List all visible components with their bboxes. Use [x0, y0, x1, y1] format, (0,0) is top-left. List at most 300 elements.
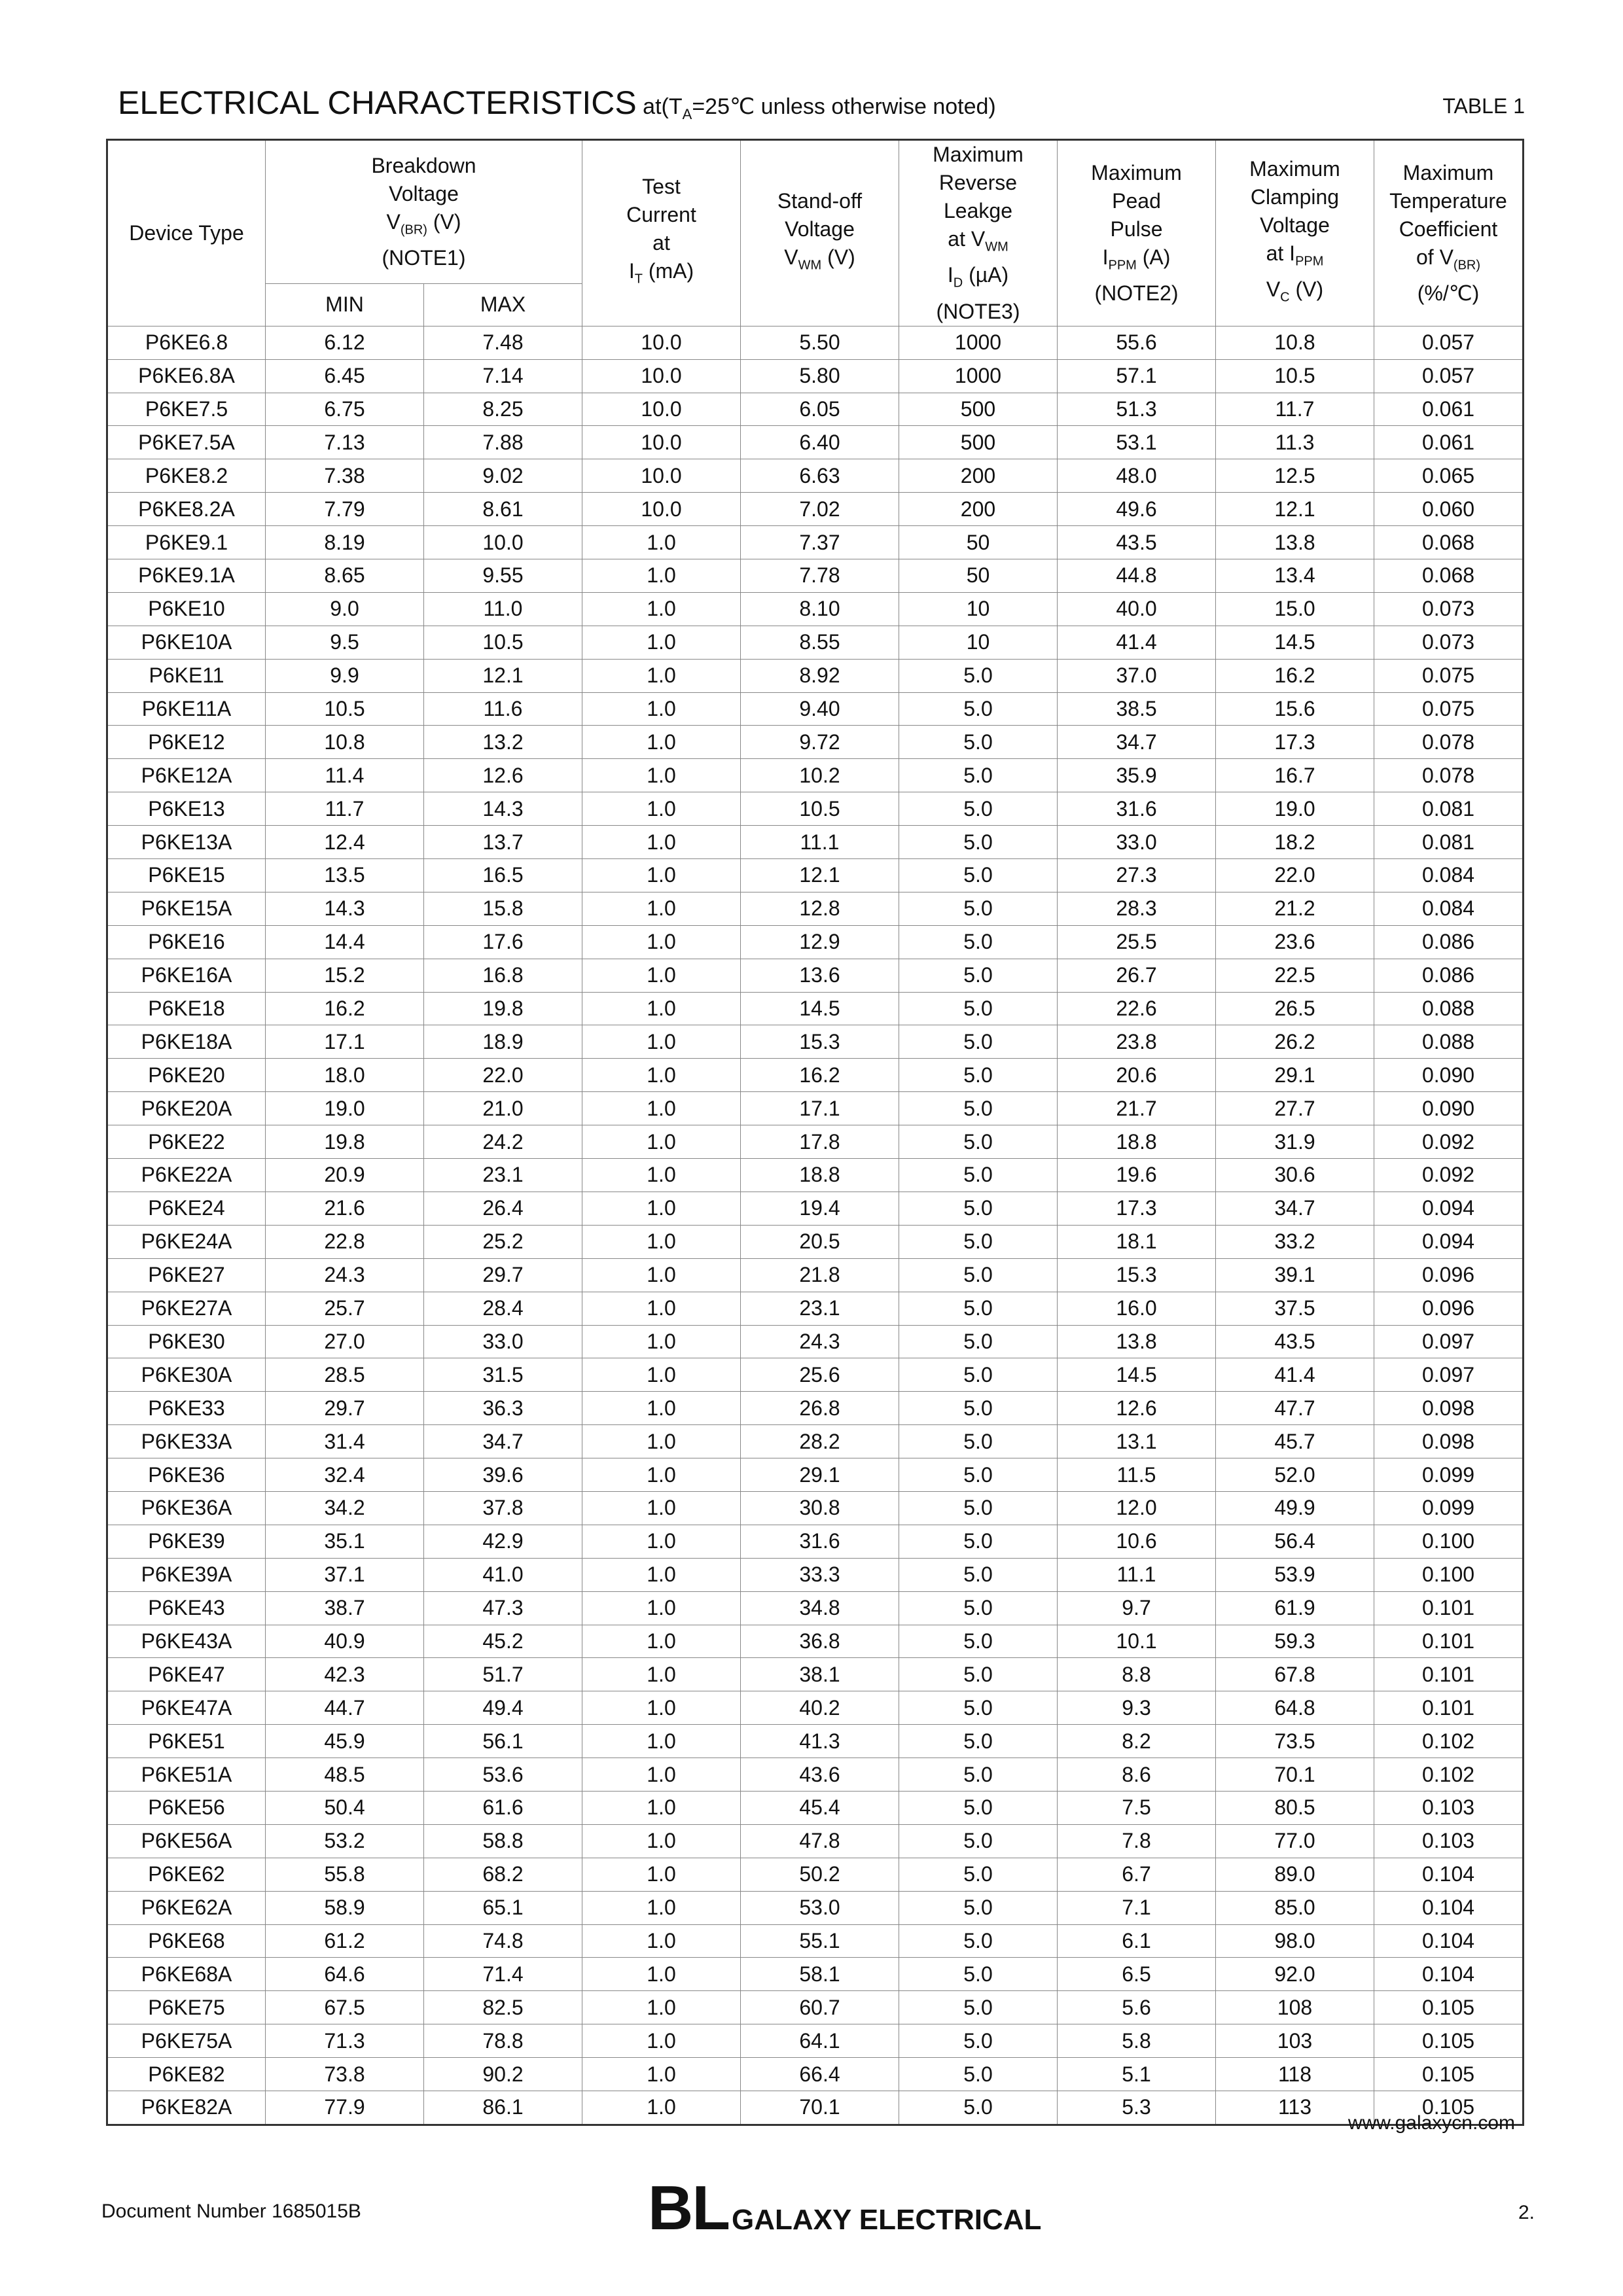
- cell-peak-pulse-current: 53.1: [1058, 426, 1216, 459]
- table-row: [107, 759, 1524, 792]
- company-logo: [648, 2172, 1041, 2244]
- cell-min-voltage: 9.5: [266, 626, 424, 659]
- cell-standoff-voltage: 19.4: [741, 1192, 899, 1225]
- cell-clamping-voltage: 14.5: [1216, 626, 1374, 659]
- cell-clamping-voltage: 26.5: [1216, 992, 1374, 1025]
- cell-reverse-leakage: 50: [899, 526, 1058, 559]
- cell-peak-pulse-current: 20.6: [1058, 1059, 1216, 1092]
- cell-max-voltage: 12.1: [424, 659, 582, 692]
- cell-max-voltage: 39.6: [424, 1458, 582, 1492]
- cell-device-type: P6KE18: [107, 992, 266, 1025]
- cell-test-current: 1.0: [582, 1425, 741, 1458]
- cell-temp-coefficient: 0.073: [1374, 626, 1524, 659]
- cell-max-voltage: 78.8: [424, 2024, 582, 2058]
- cell-temp-coefficient: 0.092: [1374, 1125, 1524, 1159]
- cell-standoff-voltage: 23.1: [741, 1292, 899, 1325]
- cell-device-type: P6KE43A: [107, 1625, 266, 1658]
- cell-test-current: 1.0: [582, 1725, 741, 1758]
- table-row: [107, 792, 1524, 826]
- cell-temp-coefficient: 0.078: [1374, 759, 1524, 792]
- cell-device-type: P6KE62: [107, 1858, 266, 1891]
- cell-clamping-voltage: 12.5: [1216, 459, 1374, 493]
- cell-standoff-voltage: 5.50: [741, 326, 899, 359]
- cell-device-type: P6KE39A: [107, 1558, 266, 1591]
- cell-reverse-leakage: 5.0: [899, 692, 1058, 726]
- cell-temp-coefficient: 0.078: [1374, 726, 1524, 759]
- table-row: [107, 1758, 1524, 1792]
- cell-clamping-voltage: 103: [1216, 2024, 1374, 2058]
- cell-temp-coefficient: 0.081: [1374, 826, 1524, 859]
- cell-peak-pulse-current: 44.8: [1058, 559, 1216, 593]
- cell-min-voltage: 8.65: [266, 559, 424, 593]
- cell-reverse-leakage: 5.0: [899, 659, 1058, 692]
- cell-temp-coefficient: 0.061: [1374, 393, 1524, 426]
- table-row: [107, 459, 1524, 493]
- cell-clamping-voltage: 73.5: [1216, 1725, 1374, 1758]
- cell-min-voltage: 8.19: [266, 526, 424, 559]
- cell-reverse-leakage: 50: [899, 559, 1058, 593]
- breakdown-label: Breakdown Voltage: [371, 153, 476, 205]
- cell-max-voltage: 26.4: [424, 1192, 582, 1225]
- cell-peak-pulse-current: 7.8: [1058, 1824, 1216, 1858]
- table-row: [107, 1658, 1524, 1691]
- cell-standoff-voltage: 38.1: [741, 1658, 899, 1691]
- cell-reverse-leakage: 5.0: [899, 2058, 1058, 2091]
- cell-reverse-leakage: 500: [899, 393, 1058, 426]
- cell-standoff-voltage: 16.2: [741, 1059, 899, 1092]
- cell-test-current: 1.0: [582, 1225, 741, 1258]
- cell-device-type: P6KE68A: [107, 1958, 266, 1991]
- cell-device-type: P6KE6.8A: [107, 359, 266, 393]
- cell-device-type: P6KE9.1A: [107, 559, 266, 593]
- table-row: [107, 1558, 1524, 1591]
- cell-test-current: 1.0: [582, 1525, 741, 1558]
- cell-device-type: P6KE12A: [107, 759, 266, 792]
- cell-temp-coefficient: 0.104: [1374, 1958, 1524, 1991]
- cell-test-current: 1.0: [582, 859, 741, 892]
- cell-peak-pulse-current: 37.0: [1058, 659, 1216, 692]
- cell-test-current: 1.0: [582, 1392, 741, 1425]
- cell-clamping-voltage: 47.7: [1216, 1392, 1374, 1425]
- cell-peak-pulse-current: 31.6: [1058, 792, 1216, 826]
- cell-device-type: P6KE7.5A: [107, 426, 266, 459]
- cell-reverse-leakage: 5.0: [899, 1791, 1058, 1824]
- cell-clamping-voltage: 30.6: [1216, 1159, 1374, 1192]
- cell-test-current: 1.0: [582, 992, 741, 1025]
- cell-temp-coefficient: 0.068: [1374, 559, 1524, 593]
- cell-clamping-voltage: 13.8: [1216, 526, 1374, 559]
- table-row: [107, 892, 1524, 925]
- table-row: [107, 426, 1524, 459]
- cell-min-voltage: 6.75: [266, 393, 424, 426]
- cell-max-voltage: 56.1: [424, 1725, 582, 1758]
- standoff-unit: (V): [821, 245, 855, 269]
- cell-reverse-leakage: 5.0: [899, 2091, 1058, 2125]
- cell-standoff-voltage: 40.2: [741, 1691, 899, 1725]
- cell-max-voltage: 7.88: [424, 426, 582, 459]
- cell-peak-pulse-current: 6.1: [1058, 1924, 1216, 1958]
- cell-temp-coefficient: 0.105: [1374, 1991, 1524, 2024]
- cell-max-voltage: 13.7: [424, 826, 582, 859]
- cell-min-voltage: 64.6: [266, 1958, 424, 1991]
- cell-temp-coefficient: 0.105: [1374, 2091, 1524, 2125]
- table-row: [107, 692, 1524, 726]
- cell-min-voltage: 21.6: [266, 1192, 424, 1225]
- cell-device-type: P6KE47A: [107, 1691, 266, 1725]
- cell-peak-pulse-current: 5.8: [1058, 2024, 1216, 2058]
- cell-max-voltage: 24.2: [424, 1125, 582, 1159]
- cell-max-voltage: 71.4: [424, 1958, 582, 1991]
- cell-temp-coefficient: 0.097: [1374, 1358, 1524, 1392]
- cell-max-voltage: 33.0: [424, 1325, 582, 1358]
- table-row: [107, 526, 1524, 559]
- cell-min-voltage: 67.5: [266, 1991, 424, 2024]
- cell-device-type: P6KE75: [107, 1991, 266, 2024]
- temp-text: Maximum Temperature Coefficient of V: [1389, 160, 1507, 269]
- cell-peak-pulse-current: 51.3: [1058, 393, 1216, 426]
- cell-reverse-leakage: 5.0: [899, 1991, 1058, 2024]
- cell-min-voltage: 24.3: [266, 1258, 424, 1292]
- cell-standoff-voltage: 60.7: [741, 1991, 899, 2024]
- cell-reverse-leakage: 5.0: [899, 1858, 1058, 1891]
- cell-max-voltage: 15.8: [424, 892, 582, 925]
- table-row: [107, 1192, 1524, 1225]
- cell-temp-coefficient: 0.088: [1374, 992, 1524, 1025]
- cell-device-type: P6KE33: [107, 1392, 266, 1425]
- table-row: [107, 1159, 1524, 1192]
- cell-temp-coefficient: 0.084: [1374, 892, 1524, 925]
- cell-standoff-voltage: 45.4: [741, 1791, 899, 1824]
- cell-clamping-voltage: 52.0: [1216, 1458, 1374, 1492]
- cell-min-voltage: 37.1: [266, 1558, 424, 1591]
- cell-peak-pulse-current: 41.4: [1058, 626, 1216, 659]
- table-row: [107, 1425, 1524, 1458]
- cell-temp-coefficient: 0.101: [1374, 1625, 1524, 1658]
- table-row: [107, 1358, 1524, 1392]
- page-number: 2.: [1518, 2202, 1535, 2223]
- cell-clamping-voltage: 43.5: [1216, 1325, 1374, 1358]
- cell-test-current: 1.0: [582, 1025, 741, 1059]
- clamping-sub: C: [1280, 290, 1290, 305]
- table-row: [107, 1858, 1524, 1891]
- cell-peak-pulse-current: 48.0: [1058, 459, 1216, 493]
- cell-temp-coefficient: 0.057: [1374, 326, 1524, 359]
- table-row: [107, 1258, 1524, 1292]
- temp-sub: (BR): [1453, 258, 1481, 273]
- table-row: [107, 1924, 1524, 1958]
- cell-temp-coefficient: 0.104: [1374, 1858, 1524, 1891]
- cell-peak-pulse-current: 11.1: [1058, 1558, 1216, 1591]
- cell-max-voltage: 21.0: [424, 1092, 582, 1125]
- table-row: [107, 1891, 1524, 1924]
- cell-temp-coefficient: 0.075: [1374, 659, 1524, 692]
- table-row: [107, 659, 1524, 692]
- cell-device-type: P6KE15A: [107, 892, 266, 925]
- table-row: [107, 2058, 1524, 2091]
- cell-peak-pulse-current: 8.2: [1058, 1725, 1216, 1758]
- header-test-current: [582, 140, 741, 327]
- cell-test-current: 1.0: [582, 1791, 741, 1824]
- cell-min-voltage: 45.9: [266, 1725, 424, 1758]
- cell-min-voltage: 58.9: [266, 1891, 424, 1924]
- cell-device-type: P6KE22: [107, 1125, 266, 1159]
- cell-standoff-voltage: 12.1: [741, 859, 899, 892]
- cell-clamping-voltage: 33.2: [1216, 1225, 1374, 1258]
- cell-clamping-voltage: 41.4: [1216, 1358, 1374, 1392]
- cell-device-type: P6KE51: [107, 1725, 266, 1758]
- cell-max-voltage: 36.3: [424, 1392, 582, 1425]
- cell-test-current: 1.0: [582, 892, 741, 925]
- cell-reverse-leakage: 5.0: [899, 2024, 1058, 2058]
- cell-device-type: P6KE47: [107, 1658, 266, 1691]
- cell-standoff-voltage: 28.2: [741, 1425, 899, 1458]
- cell-device-type: P6KE16A: [107, 959, 266, 992]
- cell-test-current: 1.0: [582, 1059, 741, 1092]
- cell-test-current: 1.0: [582, 1958, 741, 1991]
- cell-test-current: 1.0: [582, 925, 741, 959]
- cell-max-voltage: 42.9: [424, 1525, 582, 1558]
- cell-peak-pulse-current: 9.3: [1058, 1691, 1216, 1725]
- cell-min-voltage: 18.0: [266, 1059, 424, 1092]
- cell-reverse-leakage: 5.0: [899, 1591, 1058, 1625]
- cell-device-type: P6KE82: [107, 2058, 266, 2091]
- cell-temp-coefficient: 0.101: [1374, 1658, 1524, 1691]
- cell-min-voltage: 27.0: [266, 1325, 424, 1358]
- leakage-text: Maximum Reverse Leakge at V: [933, 143, 1024, 251]
- table-row: [107, 1691, 1524, 1725]
- table-row: [107, 859, 1524, 892]
- header-peak-pulse: [1058, 140, 1216, 327]
- cell-standoff-voltage: 15.3: [741, 1025, 899, 1059]
- table-row: [107, 1591, 1524, 1625]
- cell-clamping-voltage: 22.0: [1216, 859, 1374, 892]
- cell-reverse-leakage: 5.0: [899, 792, 1058, 826]
- leakage-symbol: [899, 261, 1057, 297]
- cell-clamping-voltage: 23.6: [1216, 925, 1374, 959]
- website-url: www.galaxycn.com: [1347, 2112, 1515, 2134]
- table-row: [107, 1791, 1524, 1824]
- cell-peak-pulse-current: 27.3: [1058, 859, 1216, 892]
- cell-peak-pulse-current: 35.9: [1058, 759, 1216, 792]
- cell-temp-coefficient: 0.105: [1374, 2058, 1524, 2091]
- table-row: [107, 1092, 1524, 1125]
- cell-device-type: P6KE9.1: [107, 526, 266, 559]
- cell-device-type: P6KE11: [107, 659, 266, 692]
- cell-device-type: P6KE43: [107, 1591, 266, 1625]
- cell-test-current: 1.0: [582, 1558, 741, 1591]
- cell-test-current: 1.0: [582, 1924, 741, 1958]
- table-row: [107, 2091, 1524, 2125]
- cell-reverse-leakage: 5.0: [899, 1092, 1058, 1125]
- cell-max-voltage: 16.5: [424, 859, 582, 892]
- cell-temp-coefficient: 0.088: [1374, 1025, 1524, 1059]
- cell-reverse-leakage: 1000: [899, 359, 1058, 393]
- cell-standoff-voltage: 8.10: [741, 592, 899, 626]
- cell-min-voltage: 11.7: [266, 792, 424, 826]
- cell-test-current: 1.0: [582, 959, 741, 992]
- cell-device-type: P6KE20: [107, 1059, 266, 1092]
- cell-test-current: 1.0: [582, 1258, 741, 1292]
- standoff-sub: WM: [798, 258, 822, 273]
- cell-device-type: P6KE39: [107, 1525, 266, 1558]
- cell-device-type: P6KE30: [107, 1325, 266, 1358]
- cell-test-current: 1.0: [582, 1691, 741, 1725]
- clamping-symbol: [1216, 275, 1374, 311]
- cell-min-voltage: 48.5: [266, 1758, 424, 1792]
- cell-test-current: 1.0: [582, 1491, 741, 1525]
- cell-test-current: 1.0: [582, 1858, 741, 1891]
- cell-max-voltage: 12.6: [424, 759, 582, 792]
- cell-temp-coefficient: 0.102: [1374, 1758, 1524, 1792]
- cell-max-voltage: 34.7: [424, 1425, 582, 1458]
- cell-standoff-voltage: 10.2: [741, 759, 899, 792]
- cell-device-type: P6KE62A: [107, 1891, 266, 1924]
- cell-clamping-voltage: 21.2: [1216, 892, 1374, 925]
- cell-temp-coefficient: 0.090: [1374, 1092, 1524, 1125]
- cell-clamping-voltage: 37.5: [1216, 1292, 1374, 1325]
- cell-standoff-voltage: 6.40: [741, 426, 899, 459]
- peak-symbol: [1058, 243, 1215, 279]
- cell-min-voltage: 77.9: [266, 2091, 424, 2125]
- cell-reverse-leakage: 5.0: [899, 1258, 1058, 1292]
- cell-min-voltage: 42.3: [266, 1658, 424, 1691]
- table-row: [107, 959, 1524, 992]
- cell-standoff-voltage: 18.8: [741, 1159, 899, 1192]
- cell-standoff-voltage: 55.1: [741, 1924, 899, 1958]
- cell-clamping-voltage: 10.5: [1216, 359, 1374, 393]
- cell-max-voltage: 10.5: [424, 626, 582, 659]
- cell-test-current: 1.0: [582, 1591, 741, 1625]
- cell-peak-pulse-current: 43.5: [1058, 526, 1216, 559]
- cell-max-voltage: 23.1: [424, 1159, 582, 1192]
- cell-standoff-voltage: 20.5: [741, 1225, 899, 1258]
- cell-standoff-voltage: 6.63: [741, 459, 899, 493]
- title-condition: [636, 94, 996, 122]
- cell-standoff-voltage: 12.9: [741, 925, 899, 959]
- cell-min-voltage: 17.1: [266, 1025, 424, 1059]
- cell-reverse-leakage: 10: [899, 626, 1058, 659]
- cell-peak-pulse-current: 38.5: [1058, 692, 1216, 726]
- cell-reverse-leakage: 5.0: [899, 726, 1058, 759]
- cell-reverse-leakage: 5.0: [899, 1525, 1058, 1558]
- electrical-characteristics-table: [106, 139, 1524, 2126]
- cell-reverse-leakage: 5.0: [899, 1325, 1058, 1358]
- cell-clamping-voltage: 16.7: [1216, 759, 1374, 792]
- cell-max-voltage: 47.3: [424, 1591, 582, 1625]
- cell-max-voltage: 9.55: [424, 559, 582, 593]
- cell-max-voltage: 11.0: [424, 592, 582, 626]
- peak-label: Maximum Pead Pulse: [1091, 160, 1182, 241]
- cell-temp-coefficient: 0.084: [1374, 859, 1524, 892]
- cell-device-type: P6KE30A: [107, 1358, 266, 1392]
- cell-min-voltage: 19.8: [266, 1125, 424, 1159]
- table-row: [107, 992, 1524, 1025]
- cell-max-voltage: 11.6: [424, 692, 582, 726]
- cell-reverse-leakage: 5.0: [899, 1458, 1058, 1492]
- cell-max-voltage: 29.7: [424, 1258, 582, 1292]
- cell-test-current: 1.0: [582, 526, 741, 559]
- cell-standoff-voltage: 34.8: [741, 1591, 899, 1625]
- breakdown-note: (NOTE1): [382, 245, 466, 270]
- standoff-symbol: [741, 243, 899, 279]
- cell-reverse-leakage: 5.0: [899, 1425, 1058, 1458]
- cell-max-voltage: 28.4: [424, 1292, 582, 1325]
- cell-reverse-leakage: 5.0: [899, 1159, 1058, 1192]
- cell-clamping-voltage: 15.0: [1216, 592, 1374, 626]
- cell-standoff-voltage: 30.8: [741, 1491, 899, 1525]
- table-header: [107, 140, 1524, 327]
- cell-max-voltage: 90.2: [424, 2058, 582, 2091]
- cell-standoff-voltage: 53.0: [741, 1891, 899, 1924]
- cell-test-current: 1.0: [582, 1891, 741, 1924]
- cell-reverse-leakage: 5.0: [899, 892, 1058, 925]
- cell-test-current: 1.0: [582, 1824, 741, 1858]
- table-row: [107, 1392, 1524, 1425]
- leakage-unit: (µA): [963, 263, 1009, 287]
- table-row: [107, 493, 1524, 526]
- cell-min-voltage: 14.3: [266, 892, 424, 925]
- cell-temp-coefficient: 0.105: [1374, 2024, 1524, 2058]
- cell-reverse-leakage: 200: [899, 493, 1058, 526]
- cell-min-voltage: 71.3: [266, 2024, 424, 2058]
- cell-test-current: 1.0: [582, 792, 741, 826]
- cell-standoff-voltage: 50.2: [741, 1858, 899, 1891]
- cell-max-voltage: 51.7: [424, 1658, 582, 1691]
- cell-peak-pulse-current: 8.8: [1058, 1658, 1216, 1691]
- cell-peak-pulse-current: 16.0: [1058, 1292, 1216, 1325]
- cell-standoff-voltage: 41.3: [741, 1725, 899, 1758]
- cell-test-current: 1.0: [582, 1192, 741, 1225]
- cell-test-current: 10.0: [582, 426, 741, 459]
- cell-device-type: P6KE22A: [107, 1159, 266, 1192]
- cell-max-voltage: 19.8: [424, 992, 582, 1025]
- cell-clamping-voltage: 85.0: [1216, 1891, 1374, 1924]
- cell-max-voltage: 68.2: [424, 1858, 582, 1891]
- cell-clamping-voltage: 113: [1216, 2091, 1374, 2125]
- cell-temp-coefficient: 0.103: [1374, 1791, 1524, 1824]
- cell-device-type: P6KE68: [107, 1924, 266, 1958]
- table-row: [107, 559, 1524, 593]
- cell-temp-coefficient: 0.099: [1374, 1491, 1524, 1525]
- cell-test-current: 10.0: [582, 393, 741, 426]
- cell-peak-pulse-current: 18.1: [1058, 1225, 1216, 1258]
- cell-standoff-voltage: 21.8: [741, 1258, 899, 1292]
- cell-standoff-voltage: 12.8: [741, 892, 899, 925]
- cell-standoff-voltage: 43.6: [741, 1758, 899, 1792]
- cell-standoff-voltage: 8.92: [741, 659, 899, 692]
- cell-reverse-leakage: 200: [899, 459, 1058, 493]
- cell-min-voltage: 7.13: [266, 426, 424, 459]
- cell-clamping-voltage: 108: [1216, 1991, 1374, 2024]
- temp-unit: (%/℃): [1417, 281, 1480, 306]
- logo-name: GALAXY ELECTRICAL: [731, 2204, 1042, 2236]
- cell-test-current: 1.0: [582, 1625, 741, 1658]
- cell-peak-pulse-current: 34.7: [1058, 726, 1216, 759]
- cell-reverse-leakage: 5.0: [899, 925, 1058, 959]
- cell-min-voltage: 61.2: [266, 1924, 424, 1958]
- leakage-note: (NOTE3): [936, 299, 1020, 323]
- cell-min-voltage: 44.7: [266, 1691, 424, 1725]
- table-row: [107, 925, 1524, 959]
- cell-peak-pulse-current: 9.7: [1058, 1591, 1216, 1625]
- cell-standoff-voltage: 25.6: [741, 1358, 899, 1392]
- cell-temp-coefficient: 0.065: [1374, 459, 1524, 493]
- table-row: [107, 726, 1524, 759]
- cell-min-voltage: 25.7: [266, 1292, 424, 1325]
- cell-device-type: P6KE51A: [107, 1758, 266, 1792]
- cell-clamping-voltage: 19.0: [1216, 792, 1374, 826]
- cell-reverse-leakage: 5.0: [899, 1625, 1058, 1658]
